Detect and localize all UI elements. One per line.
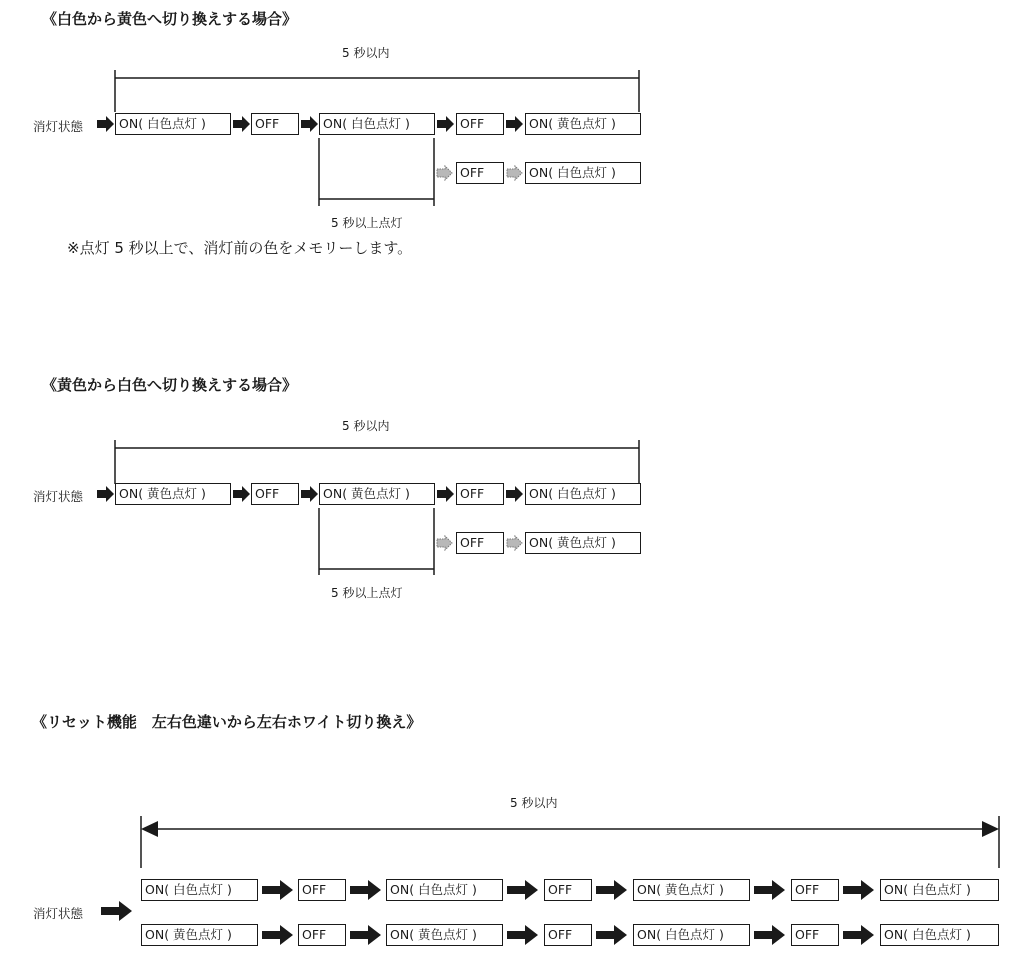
section2-start-label: 消灯状態 xyxy=(33,489,84,504)
s3-row2-step-5: ON( 白色点灯 ) xyxy=(633,924,750,946)
s1-main-step-1: ON( 白色点灯 ) xyxy=(115,113,231,135)
s2-main-step-2: OFF xyxy=(251,483,299,505)
s2-alt-step-2: ON( 黄色点灯 ) xyxy=(525,532,641,554)
s2-main-step-4: OFF xyxy=(456,483,504,505)
arrow-icon xyxy=(754,925,786,945)
s2-main-step-5: ON( 白色点灯 ) xyxy=(525,483,641,505)
arrow-icon xyxy=(507,880,539,900)
section1-start-label: 消灯状態 xyxy=(33,119,84,134)
arrow-icon xyxy=(350,925,382,945)
arrow-icon xyxy=(350,880,382,900)
s3-row1-step-2: OFF xyxy=(298,879,346,901)
s3-row1-step-6: OFF xyxy=(791,879,839,901)
arrow-icon xyxy=(262,925,294,945)
section1-note: ※点灯 5 秒以上で、消灯前の色をメモリーします。 xyxy=(67,239,413,257)
s3-row1-step-1: ON( 白色点灯 ) xyxy=(141,879,258,901)
arrow-icon xyxy=(754,880,786,900)
section3-title: 《リセット機能 左右色違いから左右ホワイト切り換え》 xyxy=(32,713,422,731)
section2-duration-label: 5 秒以内 xyxy=(342,419,390,433)
s1-main-step-3: ON( 白色点灯 ) xyxy=(319,113,435,135)
s2-alt-step-1: OFF xyxy=(456,532,504,554)
section2-title: 《黄色から白色へ切り換えする場合》 xyxy=(42,376,298,394)
section1-title: 《白色から黄色へ切り換えする場合》 xyxy=(42,10,298,28)
arrow-icon xyxy=(262,880,294,900)
section3-start-label: 消灯状態 xyxy=(33,906,84,921)
s1-main-step-4: OFF xyxy=(456,113,504,135)
section2-hold-label: 5 秒以上点灯 xyxy=(331,586,403,600)
s1-alt-step-2: ON( 白色点灯 ) xyxy=(525,162,641,184)
s3-row1-step-7: ON( 白色点灯 ) xyxy=(880,879,999,901)
arrow-icon xyxy=(101,901,133,921)
s3-row2-step-4: OFF xyxy=(544,924,592,946)
s3-row1-step-5: ON( 黄色点灯 ) xyxy=(633,879,750,901)
s3-row1-step-4: OFF xyxy=(544,879,592,901)
arrow-icon xyxy=(596,925,628,945)
s3-row1-step-3: ON( 白色点灯 ) xyxy=(386,879,503,901)
s3-row2-step-1: ON( 黄色点灯 ) xyxy=(141,924,258,946)
s2-main-step-1: ON( 黄色点灯 ) xyxy=(115,483,231,505)
s2-main-step-3: ON( 黄色点灯 ) xyxy=(319,483,435,505)
s3-row2-step-3: ON( 黄色点灯 ) xyxy=(386,924,503,946)
s3-row2-step-6: OFF xyxy=(791,924,839,946)
section1-duration-label: 5 秒以内 xyxy=(342,46,390,60)
arrow-icon xyxy=(843,880,875,900)
s1-alt-step-1: OFF xyxy=(456,162,504,184)
s3-row2-step-7: ON( 白色点灯 ) xyxy=(880,924,999,946)
arrow-icon xyxy=(843,925,875,945)
section1-hold-label: 5 秒以上点灯 xyxy=(331,216,403,230)
arrow-icon xyxy=(596,880,628,900)
s1-main-step-2: OFF xyxy=(251,113,299,135)
s1-main-step-5: ON( 黄色点灯 ) xyxy=(525,113,641,135)
s3-row2-step-2: OFF xyxy=(298,924,346,946)
arrow-icon xyxy=(507,925,539,945)
section3-duration-label: 5 秒以内 xyxy=(510,796,558,810)
